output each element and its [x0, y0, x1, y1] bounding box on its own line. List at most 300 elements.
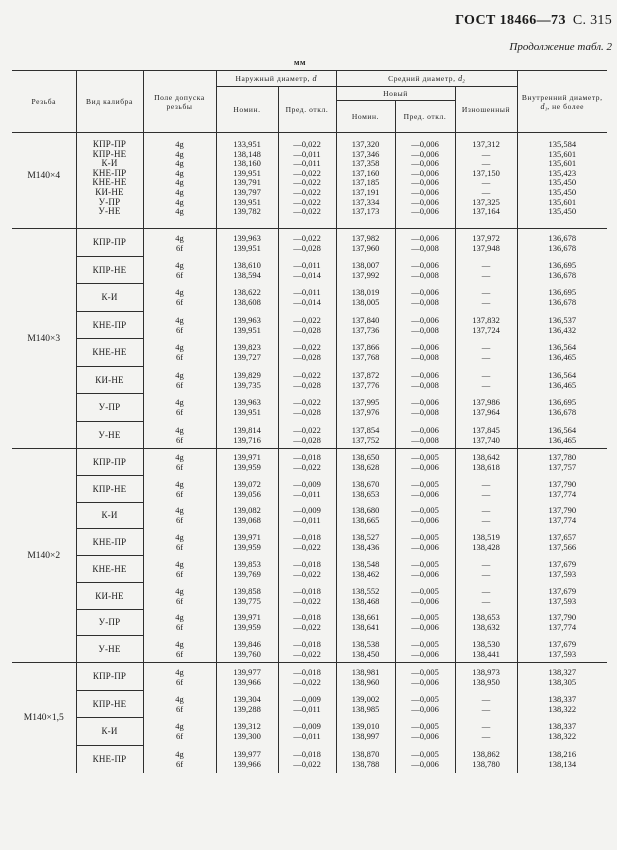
tolerance-field-value: 4g — [175, 139, 184, 149]
gauge-type-cell — [76, 663, 143, 691]
mean-worn-value: — — [481, 287, 491, 298]
outer-nominal-value: 139,082 — [233, 505, 261, 516]
mean-deviation-value: —0,006 — [411, 703, 439, 714]
outer-deviation-value: —0,018 — [293, 452, 321, 463]
inner-diameter-value: 136,465 — [548, 352, 577, 363]
outer-nominal-value: 138,610 — [233, 259, 261, 270]
mean-deviation-cell — [395, 636, 455, 663]
mean-nominal-value: 138,680 — [351, 505, 380, 516]
page-number: С. 315 — [572, 13, 612, 28]
inner-diameter-value: 137,780 — [548, 452, 577, 463]
tolerance-field-value: 4g — [175, 585, 184, 596]
mean-worn-cell — [455, 421, 517, 449]
outer-deviation-cell — [278, 311, 336, 339]
tolerance-field-value: 4g — [175, 196, 184, 207]
mean-nominal-value: 138,005 — [351, 297, 380, 308]
outer-deviation-value: —0,014 — [293, 269, 321, 280]
tolerance-field-cell — [143, 529, 216, 556]
gauge-type-label: КИ-НЕ — [95, 186, 124, 197]
mean-deviation-value: —0,008 — [411, 297, 439, 308]
mean-deviation-value: —0,005 — [411, 585, 439, 596]
gauge-row — [12, 529, 607, 556]
inner-diameter-suffix: , не более — [547, 101, 585, 111]
inner-diameter-value: 136,432 — [548, 324, 577, 335]
mean-worn-value: — — [481, 595, 491, 606]
mean-worn-value: — — [481, 379, 491, 390]
gauge-type-cell — [76, 745, 143, 773]
tolerance-field-header: Поле допуска резьбы — [143, 71, 216, 133]
mean-worn-value: — — [481, 297, 491, 308]
outer-nominal-header: Номин. — [216, 87, 278, 133]
inner-diameter-value: 138,305 — [548, 676, 577, 687]
thread-cell — [12, 133, 76, 229]
gauge-row — [12, 311, 607, 339]
outer-nominal-value: 139,966 — [233, 758, 261, 769]
mean-nominal-cell — [336, 394, 395, 422]
mean-worn-value: — — [481, 558, 491, 569]
inner-diameter-cell — [517, 556, 607, 583]
mean-worn-cell — [455, 502, 517, 529]
mean-worn-cell — [455, 529, 517, 556]
mean-nominal-value: 137,160 — [351, 167, 380, 178]
inner-diameter-cell — [517, 229, 607, 257]
outer-nominal-value: 139,056 — [233, 488, 261, 499]
outer-deviation-cell — [278, 284, 336, 312]
outer-deviation-value: —0,022 — [293, 758, 321, 769]
gauge-type-cell — [76, 502, 143, 529]
mean-worn-value: — — [481, 731, 491, 742]
mean-deviation-value: —0,008 — [411, 434, 439, 445]
outer-deviation-value: —0,022 — [293, 369, 321, 380]
outer-diameter-label: Наружный диаметр, — [235, 74, 311, 83]
tolerance-field-cell — [143, 421, 216, 449]
tolerance-field-value: 4g — [175, 148, 184, 159]
mean-nominal-value: 138,548 — [351, 558, 380, 569]
tolerance-field-value: 4g — [175, 259, 184, 270]
gauge-type-label: КПР-НЕ — [92, 698, 127, 709]
outer-nominal-cell — [216, 690, 278, 718]
mean-nominal-value: 138,538 — [351, 638, 380, 649]
tolerance-field-value: 6f — [175, 462, 184, 473]
mean-worn-value: 138,618 — [472, 462, 500, 473]
gauge-type-label: КПР-НЕ — [92, 148, 127, 159]
mean-deviation-cell — [395, 502, 455, 529]
mean-deviation-cell — [395, 663, 455, 691]
inner-diameter-cell — [517, 609, 607, 636]
outer-nominal-value: 139,963 — [233, 232, 261, 243]
mean-deviation-value: —0,006 — [411, 648, 439, 659]
gauge-type-cell — [76, 366, 143, 394]
mean-nominal-value: 137,768 — [351, 352, 380, 363]
outer-nominal-value: 138,148 — [233, 148, 261, 159]
outer-nominal-value: 139,823 — [233, 342, 261, 353]
mean-deviation-value: —0,008 — [411, 407, 439, 418]
mean-worn-cell — [455, 394, 517, 422]
inner-diameter-value: 136,678 — [548, 297, 577, 308]
mean-deviation-cell — [395, 609, 455, 636]
inner-diameter-value: 137,790 — [548, 478, 577, 489]
outer-diameter-symbol: d — [312, 74, 317, 83]
mean-worn-cell — [455, 556, 517, 583]
mean-worn-value: 138,862 — [472, 748, 500, 759]
outer-nominal-value: 139,951 — [233, 242, 261, 253]
tolerance-field-value: 6f — [175, 324, 184, 335]
gauge-type-label: КНЕ-НЕ — [92, 347, 127, 358]
inner-diameter-value: 138,322 — [548, 731, 577, 742]
gauge-type-cell — [76, 449, 143, 476]
outer-deviation-value: —0,022 — [293, 462, 321, 473]
outer-nominal-value: 139,977 — [233, 666, 261, 677]
gauge-type-cell — [76, 394, 143, 422]
mean-deviation-value: —0,005 — [411, 558, 439, 569]
outer-deviation-cell — [278, 718, 336, 746]
gauge-row — [12, 449, 607, 476]
mean-nominal-value: 137,866 — [351, 342, 380, 353]
outer-nominal-cell — [216, 284, 278, 312]
mean-deviation-value: —0,006 — [411, 462, 439, 473]
outer-nominal-value: 139,951 — [233, 167, 261, 178]
mean-worn-value: — — [481, 177, 491, 188]
mean-worn-cell — [455, 663, 517, 691]
outer-deviation-value: —0,011 — [293, 731, 321, 742]
inner-diameter-value: 137,790 — [548, 612, 577, 623]
mean-nominal-value: 138,960 — [351, 676, 380, 687]
outer-nominal-value: 138,594 — [233, 269, 261, 280]
outer-nominal-value: 139,797 — [233, 186, 261, 197]
mean-deviation-value: —0,008 — [411, 352, 439, 363]
mean-worn-cell — [455, 133, 517, 229]
outer-nominal-cell — [216, 609, 278, 636]
outer-nominal-value: 139,951 — [233, 324, 261, 335]
gauge-row — [12, 229, 607, 257]
tolerance-field-cell — [143, 311, 216, 339]
outer-deviation-value: —0,009 — [293, 693, 321, 704]
mean-deviation-value: —0,006 — [411, 177, 439, 188]
tolerance-field-value: 4g — [175, 186, 184, 197]
mean-deviation-cell — [395, 284, 455, 312]
inner-diameter-cell — [517, 394, 607, 422]
inner-diameter-value: 137,790 — [548, 505, 577, 516]
mean-deviation-cell — [395, 582, 455, 609]
inner-diameter-value: 135,450 — [548, 186, 577, 197]
mean-nominal-cell — [336, 690, 395, 718]
mean-nominal-cell — [336, 663, 395, 691]
mean-nominal-value: 137,992 — [351, 269, 380, 280]
outer-deviation-cell — [278, 636, 336, 663]
inner-diameter-value: 136,537 — [548, 314, 577, 325]
tolerance-field-value: 4g — [175, 314, 184, 325]
gauge-row — [12, 284, 607, 312]
outer-deviation-value: —0,011 — [293, 488, 321, 499]
outer-nominal-value: 138,622 — [233, 287, 261, 298]
mean-worn-cell — [455, 475, 517, 502]
tolerance-field-cell — [143, 475, 216, 502]
mean-deviation-cell — [395, 745, 455, 773]
outer-nominal-value: 139,959 — [233, 462, 261, 473]
tolerance-field-cell — [143, 690, 216, 718]
mean-worn-cell — [455, 311, 517, 339]
inner-diameter-value: 136,678 — [548, 242, 577, 253]
gauge-row — [12, 663, 607, 691]
mean-worn-value: 138,632 — [472, 622, 500, 633]
outer-deviation-value: —0,018 — [293, 666, 321, 677]
outer-nominal-value: 139,300 — [233, 731, 261, 742]
mean-deviation-value: —0,005 — [411, 478, 439, 489]
outer-nominal-value: 139,716 — [233, 434, 261, 445]
mean-nominal-value: 139,010 — [351, 721, 380, 732]
mean-nominal-value: 137,995 — [351, 397, 380, 408]
tolerance-field-value: 6f — [175, 731, 184, 742]
gauge-type-label: У-НЕ — [98, 206, 121, 217]
inner-diameter-value: 135,601 — [548, 158, 577, 169]
tolerance-field-value: 6f — [175, 488, 184, 499]
mean-deviation-value: —0,006 — [411, 287, 439, 298]
inner-diameter-value: 137,679 — [548, 638, 577, 649]
inner-diameter-cell — [517, 311, 607, 339]
outer-deviation-value: —0,009 — [293, 721, 321, 732]
inner-diameter-value: 138,337 — [548, 693, 577, 704]
inner-diameter-value: 137,657 — [548, 532, 577, 543]
mean-deviation-value: —0,006 — [411, 488, 439, 499]
mean-worn-value: — — [481, 269, 491, 280]
outer-nominal-cell — [216, 311, 278, 339]
tolerance-field-value: 6f — [175, 703, 184, 714]
mean-nominal-value: 138,462 — [351, 568, 380, 579]
inner-diameter-cell — [517, 718, 607, 746]
mean-worn-value: — — [481, 488, 491, 499]
gauge-type-label: КНЕ-НЕ — [92, 563, 127, 574]
outer-nominal-cell — [216, 718, 278, 746]
mean-nominal-value: 137,358 — [351, 158, 380, 169]
outer-deviation-value: —0,022 — [293, 342, 321, 353]
outer-deviation-value: —0,011 — [293, 158, 321, 169]
mean-worn-value: — — [481, 478, 491, 489]
mean-worn-value: — — [481, 342, 491, 353]
gauge-type-label: У-ПР — [98, 617, 121, 628]
tolerance-field-value: 6f — [175, 648, 184, 659]
gauge-type-cell — [76, 529, 143, 556]
mean-deviation-value: —0,005 — [411, 532, 439, 543]
mean-nominal-cell — [336, 529, 395, 556]
mean-worn-value: — — [481, 505, 491, 516]
tolerance-field-value: 4g — [175, 342, 184, 353]
mean-diameter-symbol: d₂ — [458, 74, 465, 83]
outer-nominal-value: 139,951 — [233, 196, 261, 207]
gauge-type-label: У-НЕ — [98, 429, 121, 440]
outer-nominal-value: 133,951 — [233, 139, 261, 149]
mean-deviation-cell — [395, 718, 455, 746]
mean-deviation-cell — [395, 133, 455, 229]
outer-deviation-value: —0,028 — [293, 407, 321, 418]
mean-worn-value: 138,780 — [472, 758, 500, 769]
outer-deviation-value: —0,018 — [293, 532, 321, 543]
outer-deviation-cell — [278, 449, 336, 476]
outer-deviation-cell — [278, 421, 336, 449]
outer-nominal-value: 139,963 — [233, 314, 261, 325]
outer-deviation-cell — [278, 502, 336, 529]
outer-deviation-value: —0,028 — [293, 242, 321, 253]
outer-nominal-value: 139,727 — [233, 352, 261, 363]
unit-label: мм — [294, 58, 306, 67]
mean-worn-value: 137,832 — [472, 314, 500, 325]
mean-nominal-value: 138,665 — [351, 515, 380, 526]
mean-nominal-value: 137,840 — [351, 314, 380, 325]
mean-nominal-cell — [336, 449, 395, 476]
outer-deviation-value: —0,022 — [293, 314, 321, 325]
gauge-row — [12, 475, 607, 502]
outer-deviation-value: —0,018 — [293, 612, 321, 623]
outer-deviation-value: —0,022 — [293, 568, 321, 579]
gauge-row — [12, 502, 607, 529]
outer-nominal-value: 139,072 — [233, 478, 261, 489]
mean-deviation-cell — [395, 449, 455, 476]
gauge-row — [12, 394, 607, 422]
mean-nominal-cell — [336, 582, 395, 609]
gauge-row — [12, 366, 607, 394]
table-body — [12, 133, 607, 773]
mean-nominal-value: 138,985 — [351, 703, 380, 714]
tolerance-field-cell — [143, 636, 216, 663]
mean-worn-value: 137,150 — [472, 167, 500, 178]
tolerance-field-value: 4g — [175, 666, 184, 677]
inner-diameter-value: 135,584 — [548, 139, 577, 149]
mean-nominal-cell — [336, 745, 395, 773]
outer-nominal-value: 139,782 — [233, 206, 261, 217]
mean-deviation-cell — [395, 311, 455, 339]
page-header — [455, 12, 612, 30]
mean-deviation-value: —0,005 — [411, 721, 439, 732]
tolerance-field-value: 6f — [175, 568, 184, 579]
mean-nominal-value: 137,982 — [351, 232, 380, 243]
mean-deviation-value: —0,006 — [411, 158, 439, 169]
mean-nominal-cell — [336, 502, 395, 529]
mean-worn-cell — [455, 284, 517, 312]
mean-nominal-value: 137,960 — [351, 242, 380, 253]
outer-deviation-value: —0,018 — [293, 748, 321, 759]
inner-diameter-value: 136,678 — [548, 269, 577, 280]
mean-nominal-value: 138,436 — [351, 542, 380, 553]
inner-diameter-value: 136,678 — [548, 232, 577, 243]
inner-diameter-value: 136,465 — [548, 434, 577, 445]
tolerance-field-value: 4g — [175, 638, 184, 649]
mean-worn-cell — [455, 339, 517, 367]
tolerance-field-value: 4g — [175, 232, 184, 243]
mean-worn-header: Изношенный — [455, 87, 517, 133]
mean-worn-value: 137,724 — [472, 324, 500, 335]
inner-diameter-cell — [517, 690, 607, 718]
gauge-type-label: КПР-НЕ — [92, 264, 127, 275]
inner-diameter-value: 136,695 — [548, 397, 577, 408]
mean-deviation-value: —0,006 — [411, 232, 439, 243]
gauge-type-label: КНЕ-НЕ — [92, 177, 127, 188]
outer-nominal-value: 139,963 — [233, 397, 261, 408]
outer-diameter-header — [216, 71, 336, 87]
gauge-type-label: КНЕ-ПР — [92, 319, 127, 330]
thread-label: M140×2 — [27, 550, 61, 561]
outer-nominal-value: 139,977 — [233, 748, 261, 759]
mean-deviation-value: —0,008 — [411, 242, 439, 253]
mean-deviation-value: —0,006 — [411, 342, 439, 353]
thread-cell — [12, 229, 76, 449]
outer-nominal-value: 138,160 — [233, 158, 261, 169]
inner-diameter-value: 138,322 — [548, 703, 577, 714]
inner-diameter-cell — [517, 339, 607, 367]
mean-nominal-cell — [336, 421, 395, 449]
mean-nominal-cell — [336, 311, 395, 339]
tolerance-field-value: 4g — [175, 452, 184, 463]
mean-worn-value: 138,950 — [472, 676, 500, 687]
mean-deviation-value: —0,006 — [411, 424, 439, 435]
mean-worn-cell — [455, 449, 517, 476]
table-continuation-note: Продолжение табл. 2 — [509, 41, 612, 53]
mean-worn-cell — [455, 229, 517, 257]
mean-nominal-value: 137,173 — [351, 206, 380, 217]
outer-deviation-value: —0,009 — [293, 505, 321, 516]
outer-nominal-value: 139,966 — [233, 676, 261, 687]
gauge-row — [12, 609, 607, 636]
outer-deviation-value: —0,022 — [293, 424, 321, 435]
mean-deviation-value: —0,006 — [411, 542, 439, 553]
mean-nominal-value: 138,527 — [351, 532, 380, 543]
outer-nominal-cell — [216, 502, 278, 529]
outer-nominal-cell — [216, 636, 278, 663]
outer-nominal-value: 139,971 — [233, 452, 261, 463]
gauge-type-label: КПР-ПР — [92, 237, 127, 248]
mean-deviation-cell — [395, 256, 455, 284]
mean-nominal-cell — [336, 339, 395, 367]
inner-diameter-symbol: d₁ — [540, 101, 548, 111]
outer-deviation-value: —0,022 — [293, 167, 321, 178]
tolerance-field-cell — [143, 229, 216, 257]
tolerance-field-value: 4g — [175, 748, 184, 759]
outer-nominal-value: 139,951 — [233, 407, 261, 418]
tolerance-field-value: 6f — [175, 352, 184, 363]
tolerance-field-value: 6f — [175, 758, 184, 769]
gauge-type-header: Вид калибра — [76, 71, 143, 133]
outer-deviation-value: —0,028 — [293, 379, 321, 390]
inner-diameter-cell — [517, 475, 607, 502]
gauge-type-cell — [76, 284, 143, 312]
inner-diameter-cell — [517, 256, 607, 284]
mean-deviation-cell — [395, 421, 455, 449]
outer-deviation-value: —0,018 — [293, 638, 321, 649]
tolerance-field-value: 6f — [175, 542, 184, 553]
outer-deviation-cell — [278, 339, 336, 367]
outer-deviation-cell — [278, 663, 336, 691]
mean-worn-cell — [455, 609, 517, 636]
tolerance-field-value: 4g — [175, 478, 184, 489]
inner-diameter-cell — [517, 133, 607, 229]
mean-nominal-value: 137,854 — [351, 424, 380, 435]
mean-nominal-value: 137,185 — [351, 177, 380, 188]
mean-nominal-value: 138,468 — [351, 595, 380, 606]
mean-deviation-value: —0,006 — [411, 397, 439, 408]
inner-diameter-value: 138,327 — [548, 666, 577, 677]
thread-label: M140×1,5 — [23, 712, 64, 723]
gauge-type-label: КПР-ПР — [92, 456, 127, 467]
gauge-type-label: КИ-НЕ — [95, 590, 124, 601]
tolerance-field-cell — [143, 394, 216, 422]
thread-label: M140×4 — [27, 170, 61, 181]
gauge-type-cell — [76, 556, 143, 583]
gauge-type-label: К-И — [101, 158, 118, 169]
inner-diameter-value: 137,679 — [548, 558, 577, 569]
mean-worn-value: 138,519 — [472, 532, 500, 543]
tolerance-field-value: 4g — [175, 505, 184, 516]
outer-nominal-cell — [216, 339, 278, 367]
mean-deviation-value: —0,006 — [411, 622, 439, 633]
tolerance-field-value: 4g — [175, 287, 184, 298]
